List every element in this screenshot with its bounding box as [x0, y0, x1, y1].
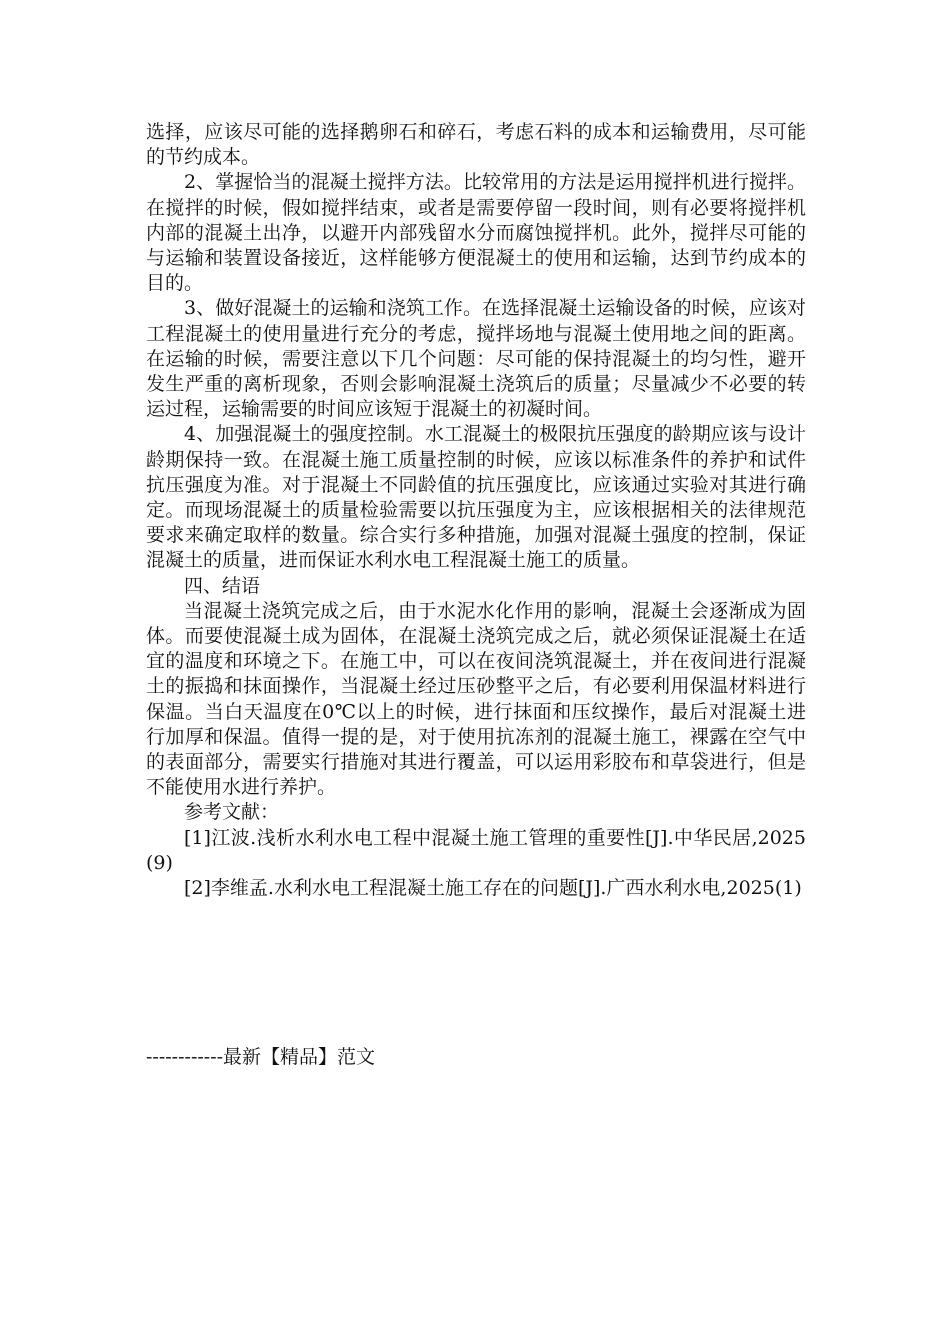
page-footer: ------------最新【精品】范文 [146, 1046, 376, 1068]
references-heading: 参考文献： [184, 801, 280, 824]
paragraph-strength-control: 4、加强混凝土的强度控制。水工混凝土的极限抗压强度的龄期应该与设计龄期保持一致。在混凝土施工质量控制的时候，应该以标准条件的养护和试件抗压强度为准。对于混凝土不同龄值的抗压强度比，应该通过实验对其进行确定。而现场混凝土的质量检验需要以抗压强度为主，应该根据相关的法律规范要求来确定取样的数量。综合实行多种措施，加强对混凝土强度的控制，保证混凝土的质量，进而保证水利水电工程混凝土施工的质量。 [146, 423, 806, 572]
document-body [146, 120, 806, 901]
paragraph-stone-selection: 选择，应该尽可能的选择鹅卵石和碎石，考虑石料的成本和运输费用，尽可能的节约成本。 [146, 121, 806, 169]
section-heading-conclusion: 四、结语 [184, 574, 261, 597]
paragraph-transport-pouring: 3、做好混凝土的运输和浇筑工作。在选择混凝土运输设备的时候，应该对工程混凝土的使用量进行充分的考虑，搅拌场地与混凝土使用地之间的距离。在运输的时候，需要注意以下几个问题：尽可能的保持混凝土的均匀性，避开发生严重的离析现象，否则会影响混凝土浇筑后的质量；尽量减少不必要的转运过程，运输需要的时间应该短于混凝土的初凝时间。 [146, 297, 806, 421]
paragraph-mixing-method: 2、掌握恰当的混凝土搅拌方法。比较常用的方法是运用搅拌机进行搅拌。在搅拌的时候，假如搅拌结束，或者是需要停留一段时间，则有必要将搅拌机内部的混凝土出净，以避开内部残留水分而腐蚀搅拌机。此外，搅拌尽可能的与运输和装置设备接近，这样能够方便混凝土的使用和运输，达到节约成本的目的。 [146, 171, 806, 295]
paragraph-conclusion: 当混凝土浇筑完成之后，由于水泥水化作用的影响，混凝土会逐渐成为固体。而要使混凝土成为固体，在混凝土浇筑完成之后，就必须保证混凝土在适宜的温度和环境之下。在施工中，可以在夜间浇筑混凝土，并在夜间进行混凝土的振捣和抹面操作，当混凝土经过压砂整平之后，有必要利用保温材料进行保温。当白天温度在0℃以上的时候，进行抹面和压纹操作，最后对混凝土进行加厚和保温。值得一提的是，对于使用抗冻剂的混凝土施工，裸露在空气中的表面部分，需要实行措施对其进行覆盖，可以运用彩胶布和草袋进行，但是不能使用水进行养护。 [146, 599, 806, 799]
reference-item-1: [1]江波.浅析水利水电工程中混凝土施工管理的重要性[J].中华民居,2025(9) [146, 826, 806, 874]
reference-item-2: [2]李维孟.水利水电工程混凝土施工存在的问题[J].广西水利水电,2025(1) [184, 877, 802, 900]
